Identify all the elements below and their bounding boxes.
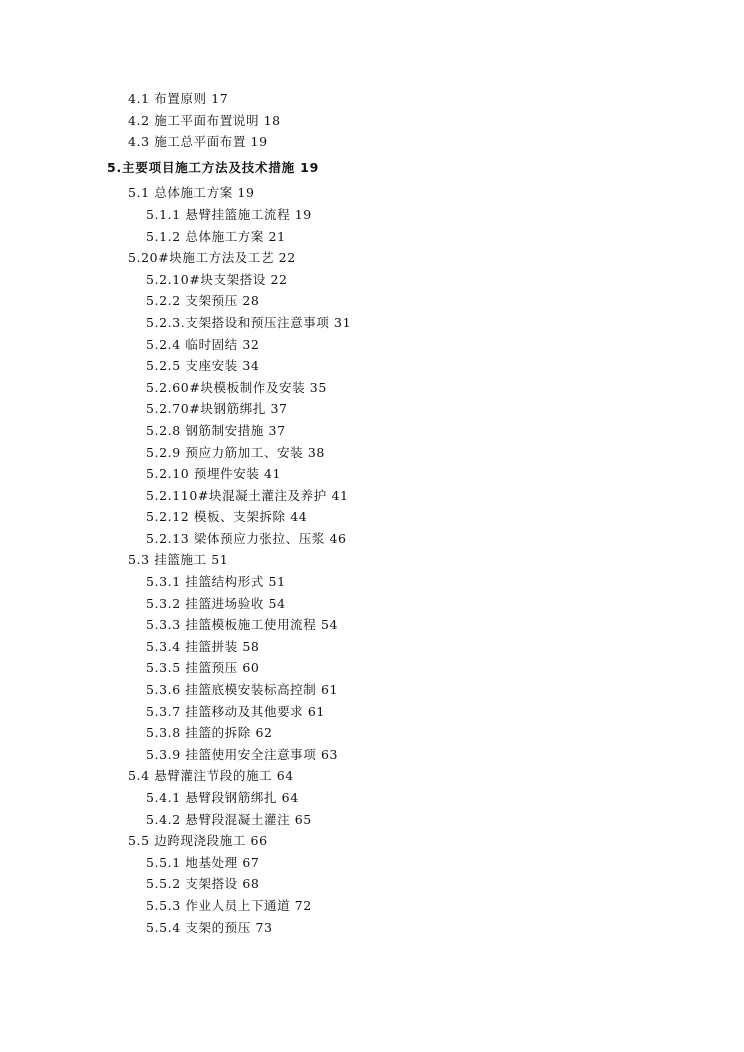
toc-subsection-entry: 5.3.2 挂篮进场验收 54: [146, 595, 286, 611]
toc-subsection-entry: 5.2.12 模板、支架拆除 44: [146, 509, 308, 525]
toc-section-entry: 5.5 边跨现浇段施工 66: [128, 833, 268, 849]
toc-chapter-heading: 5.主要项目施工方法及技术措施 19: [107, 159, 320, 175]
toc-subsection-entry: 5.1.2 总体施工方案 21: [146, 228, 286, 244]
toc-section-entry: 4.1 布置原则 17: [128, 91, 229, 106]
toc-subsection-entry: 5.5.2 支架搭设 68: [146, 876, 260, 892]
toc-subsection-entry: 5.2.9 预应力筋加工、安装 38: [146, 444, 325, 460]
toc-subsection-entry: 5.4.1 悬臂段钢筋绑扎 64: [146, 790, 299, 805]
toc-subsection-entry: 5.3.6 挂篮底模安装标高控制 61: [146, 682, 339, 698]
toc-subsection-entry: 5.1.1 悬臂挂篮施工流程 19: [146, 206, 312, 222]
toc-subsection-entry: 5.2.10#块支架搭设 22: [146, 271, 288, 287]
toc-subsection-entry: 5.3.7 挂篮移动及其他要求 61: [146, 703, 325, 719]
toc-section-entry: 5.1 总体施工方案 19: [128, 185, 255, 201]
toc-subsection-entry: 5.2.110#块混凝土灌注及养护 41: [146, 487, 349, 503]
toc-subsection-entry: 5.3.3 挂篮模板施工使用流程 54: [146, 617, 339, 633]
toc-subsection-entry: 5.3.8 挂篮的拆除 62: [146, 725, 273, 741]
toc-subsection-entry: 5.2.5 支座安装 34: [146, 358, 260, 374]
toc-subsection-entry: 5.3.5 挂篮预压 60: [146, 660, 260, 676]
toc-subsection-entry: 5.2.3.支架搭设和预压注意事项 31: [146, 314, 352, 330]
toc-subsection-entry: 5.5.4 支架的预压 73: [146, 919, 273, 935]
toc-subsection-entry: 5.3.9 挂篮使用安全注意事项 63: [146, 746, 339, 762]
toc-subsection-entry: 5.5.1 地基处理 67: [146, 854, 260, 870]
toc-section-entry: 4.2 施工平面布置说明 18: [128, 112, 281, 128]
toc-subsection-entry: 5.5.3 作业人员上下通道 72: [146, 897, 312, 913]
toc-subsection-entry: 5.2.2 支架预压 28: [146, 293, 260, 309]
toc-section-entry: 5.4 悬臂灌注节段的施工 64: [128, 768, 294, 784]
toc-section-entry: 5.3 挂篮施工 51: [128, 552, 229, 568]
toc-section-entry: 5.20#块施工方法及工艺 22: [128, 250, 296, 266]
toc-subsection-entry: 5.3.1 挂篮结构形式 51: [146, 574, 286, 590]
toc-subsection-entry: 5.2.10 预埋件安装 41: [146, 466, 282, 482]
toc-subsection-entry: 5.2.60#块模板制作及安装 35: [146, 379, 327, 395]
toc-subsection-entry: 5.2.13 梁体预应力张拉、压浆 46: [146, 530, 347, 546]
toc-subsection-entry: 5.2.8 钢筋制安措施 37: [146, 422, 286, 438]
toc-section-entry: 4.3 施工总平面布置 19: [128, 134, 268, 150]
toc-subsection-entry: 5.4.2 悬臂段混凝土灌注 65: [146, 811, 312, 827]
toc-subsection-entry: 5.2.4 临时固结 32: [146, 336, 260, 352]
toc-subsection-entry: 5.3.4 挂篮拼装 58: [146, 638, 260, 654]
table-of-contents: [0, 88, 744, 938]
toc-subsection-entry: 5.2.70#块钢筋绑扎 37: [146, 401, 288, 417]
